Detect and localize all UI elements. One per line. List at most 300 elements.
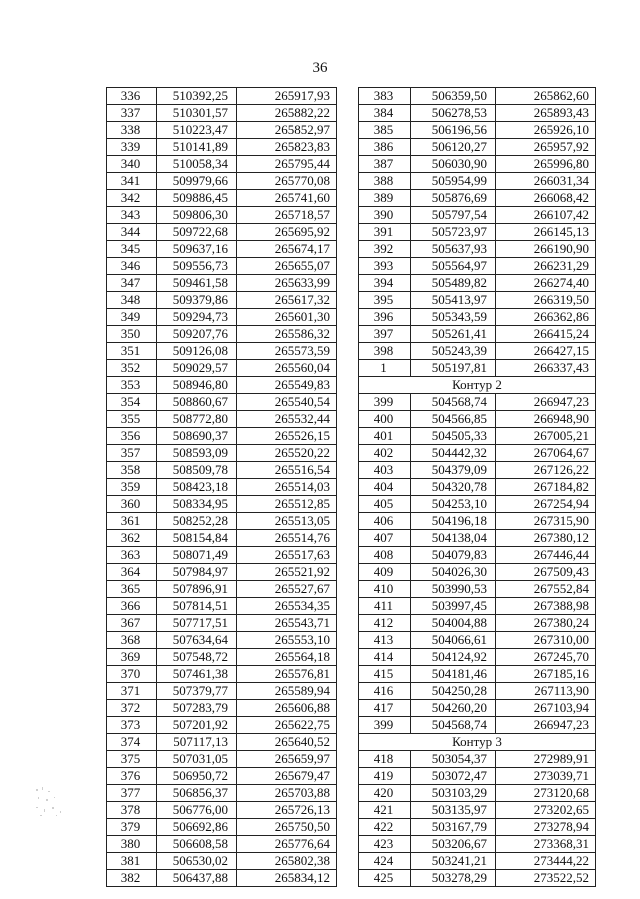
table-row [107, 411, 337, 428]
table-row [359, 173, 596, 190]
coordinate-x-cell: 503135,97 [411, 802, 496, 819]
table-row [359, 683, 596, 700]
contour-title: Контур 2 [359, 377, 596, 394]
table-row [107, 819, 337, 836]
coordinate-x-cell: 508593,09 [157, 445, 237, 462]
coordinate-x-cell: 509207,76 [157, 326, 237, 343]
coordinate-x-cell: 508946,80 [157, 377, 237, 394]
point-number-cell: 400 [359, 411, 411, 428]
table-row [107, 292, 337, 309]
coordinate-y-cell: 265695,92 [237, 224, 337, 241]
table-row [107, 632, 337, 649]
coordinate-y-cell: 265659,97 [237, 751, 337, 768]
point-number-cell: 366 [107, 598, 157, 615]
point-number-cell: 373 [107, 717, 157, 734]
table-row [107, 275, 337, 292]
coordinate-y-cell: 265516,54 [237, 462, 337, 479]
coordinate-y-cell: 267184,82 [496, 479, 596, 496]
coordinate-x-cell: 506120,27 [411, 139, 496, 156]
coordinate-y-cell: 267113,90 [496, 683, 596, 700]
point-number-cell: 381 [107, 853, 157, 870]
coordinate-y-cell: 265917,93 [237, 88, 337, 105]
coordinate-x-cell: 507814,51 [157, 598, 237, 615]
point-number-cell: 347 [107, 275, 157, 292]
point-number-cell: 370 [107, 666, 157, 683]
coordinate-x-cell: 507201,92 [157, 717, 237, 734]
coordinate-x-cell: 504004,88 [411, 615, 496, 632]
point-number-cell: 390 [359, 207, 411, 224]
coordinate-x-cell: 508252,28 [157, 513, 237, 530]
scan-artifact-mark [34, 785, 70, 821]
coordinate-x-cell: 508154,84 [157, 530, 237, 547]
table-row [359, 530, 596, 547]
coordinate-x-cell: 504066,61 [411, 632, 496, 649]
point-number-cell: 346 [107, 258, 157, 275]
coordinate-y-cell: 265513,05 [237, 513, 337, 530]
point-number-cell: 357 [107, 445, 157, 462]
coordinate-y-cell: 265718,57 [237, 207, 337, 224]
coordinate-x-cell: 506608,58 [157, 836, 237, 853]
coordinate-y-cell: 265802,38 [237, 853, 337, 870]
coordinate-y-cell: 267446,44 [496, 547, 596, 564]
point-number-cell: 389 [359, 190, 411, 207]
coordinate-y-cell: 267380,24 [496, 615, 596, 632]
table-row [107, 360, 337, 377]
coordinate-y-cell: 273120,68 [496, 785, 596, 802]
coordinate-y-cell: 266145,13 [496, 224, 596, 241]
table-row [359, 666, 596, 683]
table-row [359, 343, 596, 360]
coordinate-y-cell: 267254,94 [496, 496, 596, 513]
point-number-cell: 371 [107, 683, 157, 700]
coordinate-x-cell: 504320,78 [411, 479, 496, 496]
point-number-cell: 380 [107, 836, 157, 853]
coordinate-x-cell: 506776,00 [157, 802, 237, 819]
point-number-cell: 383 [359, 88, 411, 105]
table-row [359, 258, 596, 275]
table-row [359, 615, 596, 632]
coordinate-y-cell: 266107,42 [496, 207, 596, 224]
coordinate-x-cell: 510141,89 [157, 139, 237, 156]
table-row [107, 768, 337, 785]
coordinate-y-cell: 266947,23 [496, 717, 596, 734]
coordinate-y-cell: 266948,90 [496, 411, 596, 428]
point-number-cell: 412 [359, 615, 411, 632]
table-row [107, 785, 337, 802]
coordinate-x-cell: 508071,49 [157, 547, 237, 564]
point-number-cell: 417 [359, 700, 411, 717]
coordinate-x-cell: 503167,79 [411, 819, 496, 836]
table-row [107, 377, 337, 394]
table-row [107, 564, 337, 581]
table-row [359, 751, 596, 768]
table-row [107, 581, 337, 598]
point-number-cell: 387 [359, 156, 411, 173]
coordinate-y-cell: 265601,30 [237, 309, 337, 326]
coordinate-x-cell: 505954,99 [411, 173, 496, 190]
coordinate-x-cell: 504568,74 [411, 394, 496, 411]
coordinate-x-cell: 508423,18 [157, 479, 237, 496]
table-row [359, 360, 596, 377]
coordinate-y-cell: 265586,32 [237, 326, 337, 343]
coordinate-y-cell: 265543,71 [237, 615, 337, 632]
point-number-cell: 425 [359, 870, 411, 887]
coordinate-y-cell: 267315,90 [496, 513, 596, 530]
coordinate-x-cell: 504181,46 [411, 666, 496, 683]
coordinate-x-cell: 510392,25 [157, 88, 237, 105]
point-number-cell: 392 [359, 241, 411, 258]
coordinate-x-cell: 504138,04 [411, 530, 496, 547]
table-row [107, 190, 337, 207]
coordinate-x-cell: 504250,28 [411, 683, 496, 700]
table-row [107, 445, 337, 462]
coordinate-y-cell: 267509,43 [496, 564, 596, 581]
table-row [359, 581, 596, 598]
coordinate-x-cell: 505261,41 [411, 326, 496, 343]
coordinate-x-cell: 506856,37 [157, 785, 237, 802]
coordinate-x-cell: 508509,78 [157, 462, 237, 479]
contour-title: Контур 3 [359, 734, 596, 751]
table-row [107, 207, 337, 224]
point-number-cell: 414 [359, 649, 411, 666]
point-number-cell: 362 [107, 530, 157, 547]
coordinate-y-cell: 265617,32 [237, 292, 337, 309]
coordinate-x-cell: 507461,38 [157, 666, 237, 683]
coordinate-y-cell: 266362,86 [496, 309, 596, 326]
coordinate-x-cell: 506359,50 [411, 88, 496, 105]
coordinate-y-cell: 265532,44 [237, 411, 337, 428]
point-number-cell: 358 [107, 462, 157, 479]
coordinate-x-cell: 507031,05 [157, 751, 237, 768]
point-number-cell: 404 [359, 479, 411, 496]
coordinate-x-cell: 506692,86 [157, 819, 237, 836]
point-number-cell: 409 [359, 564, 411, 581]
coordinate-x-cell: 506530,02 [157, 853, 237, 870]
point-number-cell: 382 [107, 870, 157, 887]
coordinates-table-right [358, 87, 596, 887]
point-number-cell: 377 [107, 785, 157, 802]
table-row [107, 156, 337, 173]
coordinate-x-cell: 507117,13 [157, 734, 237, 751]
table-row [359, 598, 596, 615]
table-row [359, 224, 596, 241]
table-row [359, 428, 596, 445]
point-number-cell: 374 [107, 734, 157, 751]
table-row [107, 241, 337, 258]
coordinate-x-cell: 506437,88 [157, 870, 237, 887]
coordinate-y-cell: 267103,94 [496, 700, 596, 717]
coordinate-y-cell: 265534,35 [237, 598, 337, 615]
point-number-cell: 393 [359, 258, 411, 275]
coordinate-x-cell: 508690,37 [157, 428, 237, 445]
point-number-cell: 345 [107, 241, 157, 258]
point-number-cell: 363 [107, 547, 157, 564]
point-number-cell: 351 [107, 343, 157, 360]
table-row [359, 207, 596, 224]
table-row [107, 309, 337, 326]
point-number-cell: 340 [107, 156, 157, 173]
coordinate-y-cell: 265703,88 [237, 785, 337, 802]
coordinate-y-cell: 273278,94 [496, 819, 596, 836]
table-row [359, 445, 596, 462]
coordinate-y-cell: 265633,99 [237, 275, 337, 292]
point-number-cell: 401 [359, 428, 411, 445]
point-number-cell: 395 [359, 292, 411, 309]
coordinate-x-cell: 503054,37 [411, 751, 496, 768]
coordinate-y-cell: 266337,43 [496, 360, 596, 377]
coordinate-y-cell: 265776,64 [237, 836, 337, 853]
coordinate-x-cell: 509637,16 [157, 241, 237, 258]
point-number-cell: 388 [359, 173, 411, 190]
point-number-cell: 396 [359, 309, 411, 326]
table-row [107, 394, 337, 411]
coordinate-x-cell: 508334,95 [157, 496, 237, 513]
table-row [107, 88, 337, 105]
table-row [107, 683, 337, 700]
table-row [359, 632, 596, 649]
coordinate-x-cell: 509722,68 [157, 224, 237, 241]
coordinate-x-cell: 505489,82 [411, 275, 496, 292]
point-number-cell: 419 [359, 768, 411, 785]
point-number-cell: 356 [107, 428, 157, 445]
coordinate-x-cell: 507717,51 [157, 615, 237, 632]
table-row [359, 496, 596, 513]
point-number-cell: 413 [359, 632, 411, 649]
coordinate-y-cell: 266319,50 [496, 292, 596, 309]
table-row [107, 258, 337, 275]
coordinate-x-cell: 503997,45 [411, 598, 496, 615]
coordinate-y-cell: 265862,60 [496, 88, 596, 105]
section-header-row [359, 377, 596, 394]
coordinate-y-cell: 265750,50 [237, 819, 337, 836]
coordinate-x-cell: 504566,85 [411, 411, 496, 428]
point-number-cell: 422 [359, 819, 411, 836]
point-number-cell: 348 [107, 292, 157, 309]
point-number-cell: 415 [359, 666, 411, 683]
coordinate-x-cell: 507548,72 [157, 649, 237, 666]
coordinate-y-cell: 267380,12 [496, 530, 596, 547]
coordinate-x-cell: 508772,80 [157, 411, 237, 428]
coordinate-y-cell: 265926,10 [496, 122, 596, 139]
point-number-cell: 421 [359, 802, 411, 819]
coordinate-x-cell: 505243,39 [411, 343, 496, 360]
table-row [359, 122, 596, 139]
table-row [107, 547, 337, 564]
coordinate-y-cell: 265957,92 [496, 139, 596, 156]
point-number-cell: 336 [107, 88, 157, 105]
table-row [359, 241, 596, 258]
coordinate-x-cell: 505197,81 [411, 360, 496, 377]
coordinate-x-cell: 505564,97 [411, 258, 496, 275]
table-row [107, 649, 337, 666]
table-row [359, 564, 596, 581]
point-number-cell: 360 [107, 496, 157, 513]
table-row [359, 394, 596, 411]
point-number-cell: 365 [107, 581, 157, 598]
coordinate-x-cell: 509461,58 [157, 275, 237, 292]
table-row [107, 122, 337, 139]
coordinate-y-cell: 266427,15 [496, 343, 596, 360]
coordinate-y-cell: 265622,75 [237, 717, 337, 734]
coordinate-y-cell: 265573,59 [237, 343, 337, 360]
coordinate-x-cell: 503072,47 [411, 768, 496, 785]
table-row [107, 139, 337, 156]
coordinate-x-cell: 505723,97 [411, 224, 496, 241]
point-number-cell: 424 [359, 853, 411, 870]
table-row [359, 275, 596, 292]
coordinate-x-cell: 507984,97 [157, 564, 237, 581]
point-number-cell: 337 [107, 105, 157, 122]
coordinate-y-cell: 265726,13 [237, 802, 337, 819]
point-number-cell: 397 [359, 326, 411, 343]
coordinate-x-cell: 508860,67 [157, 394, 237, 411]
point-number-cell: 361 [107, 513, 157, 530]
coordinate-y-cell: 267388,98 [496, 598, 596, 615]
coordinate-x-cell: 509556,73 [157, 258, 237, 275]
coordinate-x-cell: 505343,59 [411, 309, 496, 326]
coordinate-y-cell: 265606,88 [237, 700, 337, 717]
coordinate-y-cell: 265882,22 [237, 105, 337, 122]
table-row [107, 836, 337, 853]
coordinate-y-cell: 265640,52 [237, 734, 337, 751]
coordinate-y-cell: 265512,85 [237, 496, 337, 513]
table-row [107, 462, 337, 479]
coordinates-table-left [106, 87, 337, 887]
table-row [107, 853, 337, 870]
coordinate-y-cell: 267185,16 [496, 666, 596, 683]
coordinate-x-cell: 504196,18 [411, 513, 496, 530]
coordinate-x-cell: 507283,79 [157, 700, 237, 717]
table-row [359, 105, 596, 122]
table-row [107, 513, 337, 530]
table-row [107, 530, 337, 547]
table-row [107, 479, 337, 496]
coordinate-y-cell: 267126,22 [496, 462, 596, 479]
point-number-cell: 406 [359, 513, 411, 530]
coordinate-y-cell: 273202,65 [496, 802, 596, 819]
coordinate-y-cell: 265679,47 [237, 768, 337, 785]
point-number-cell: 416 [359, 683, 411, 700]
table-row [359, 870, 596, 887]
point-number-cell: 398 [359, 343, 411, 360]
table-row [359, 156, 596, 173]
table-row [107, 615, 337, 632]
coordinate-x-cell: 504253,10 [411, 496, 496, 513]
coordinate-y-cell: 265553,10 [237, 632, 337, 649]
coordinate-y-cell: 273444,22 [496, 853, 596, 870]
coordinate-y-cell: 265514,03 [237, 479, 337, 496]
coordinate-y-cell: 265521,92 [237, 564, 337, 581]
coordinate-x-cell: 504026,30 [411, 564, 496, 581]
coordinate-y-cell: 265514,76 [237, 530, 337, 547]
table-row [107, 105, 337, 122]
point-number-cell: 399 [359, 717, 411, 734]
point-number-cell: 378 [107, 802, 157, 819]
coordinate-x-cell: 509886,45 [157, 190, 237, 207]
coordinate-x-cell: 509379,86 [157, 292, 237, 309]
point-number-cell: 369 [107, 649, 157, 666]
table-row [359, 717, 596, 734]
table-row [107, 717, 337, 734]
coordinate-y-cell: 265852,97 [237, 122, 337, 139]
table-row [359, 190, 596, 207]
coordinate-x-cell: 505797,54 [411, 207, 496, 224]
coordinate-x-cell: 510301,57 [157, 105, 237, 122]
coordinate-x-cell: 503241,21 [411, 853, 496, 870]
coordinate-x-cell: 504124,92 [411, 649, 496, 666]
coordinate-y-cell: 266274,40 [496, 275, 596, 292]
point-number-cell: 399 [359, 394, 411, 411]
coordinate-x-cell: 507379,77 [157, 683, 237, 700]
point-number-cell: 372 [107, 700, 157, 717]
table-row [107, 700, 337, 717]
coordinate-x-cell: 504505,33 [411, 428, 496, 445]
point-number-cell: 394 [359, 275, 411, 292]
coordinate-y-cell: 265770,08 [237, 173, 337, 190]
point-number-cell: 341 [107, 173, 157, 190]
point-number-cell: 338 [107, 122, 157, 139]
section-header-row [359, 734, 596, 751]
point-number-cell: 359 [107, 479, 157, 496]
point-number-cell: 376 [107, 768, 157, 785]
coordinate-y-cell: 267245,70 [496, 649, 596, 666]
table-row [359, 649, 596, 666]
coordinate-y-cell: 265589,94 [237, 683, 337, 700]
point-number-cell: 384 [359, 105, 411, 122]
point-number-cell: 411 [359, 598, 411, 615]
table-row [359, 819, 596, 836]
table-row [359, 88, 596, 105]
table-row [359, 139, 596, 156]
point-number-cell: 354 [107, 394, 157, 411]
coordinate-x-cell: 509294,73 [157, 309, 237, 326]
coordinate-y-cell: 265823,83 [237, 139, 337, 156]
point-number-cell: 339 [107, 139, 157, 156]
coordinate-x-cell: 504079,83 [411, 547, 496, 564]
coordinate-x-cell: 504442,32 [411, 445, 496, 462]
coordinate-x-cell: 504260,20 [411, 700, 496, 717]
coordinate-y-cell: 265517,63 [237, 547, 337, 564]
table-row [107, 598, 337, 615]
coordinate-y-cell: 266231,29 [496, 258, 596, 275]
table-row [107, 428, 337, 445]
coordinate-x-cell: 505637,93 [411, 241, 496, 258]
point-number-cell: 349 [107, 309, 157, 326]
table-row [107, 224, 337, 241]
table-row [107, 173, 337, 190]
coordinate-x-cell: 503103,29 [411, 785, 496, 802]
table-row [107, 496, 337, 513]
coordinate-y-cell: 265674,17 [237, 241, 337, 258]
coordinate-x-cell: 505876,69 [411, 190, 496, 207]
point-number-cell: 355 [107, 411, 157, 428]
coordinate-y-cell: 267310,00 [496, 632, 596, 649]
point-number-cell: 391 [359, 224, 411, 241]
table-row [359, 768, 596, 785]
point-number-cell: 403 [359, 462, 411, 479]
coordinate-x-cell: 509126,08 [157, 343, 237, 360]
coordinate-y-cell: 265549,83 [237, 377, 337, 394]
coordinate-y-cell: 265996,80 [496, 156, 596, 173]
coordinate-y-cell: 265655,07 [237, 258, 337, 275]
point-number-cell: 375 [107, 751, 157, 768]
coordinate-y-cell: 265527,67 [237, 581, 337, 598]
table-row [359, 853, 596, 870]
point-number-cell: 405 [359, 496, 411, 513]
coordinate-y-cell: 267552,84 [496, 581, 596, 598]
table-row [107, 802, 337, 819]
point-number-cell: 368 [107, 632, 157, 649]
